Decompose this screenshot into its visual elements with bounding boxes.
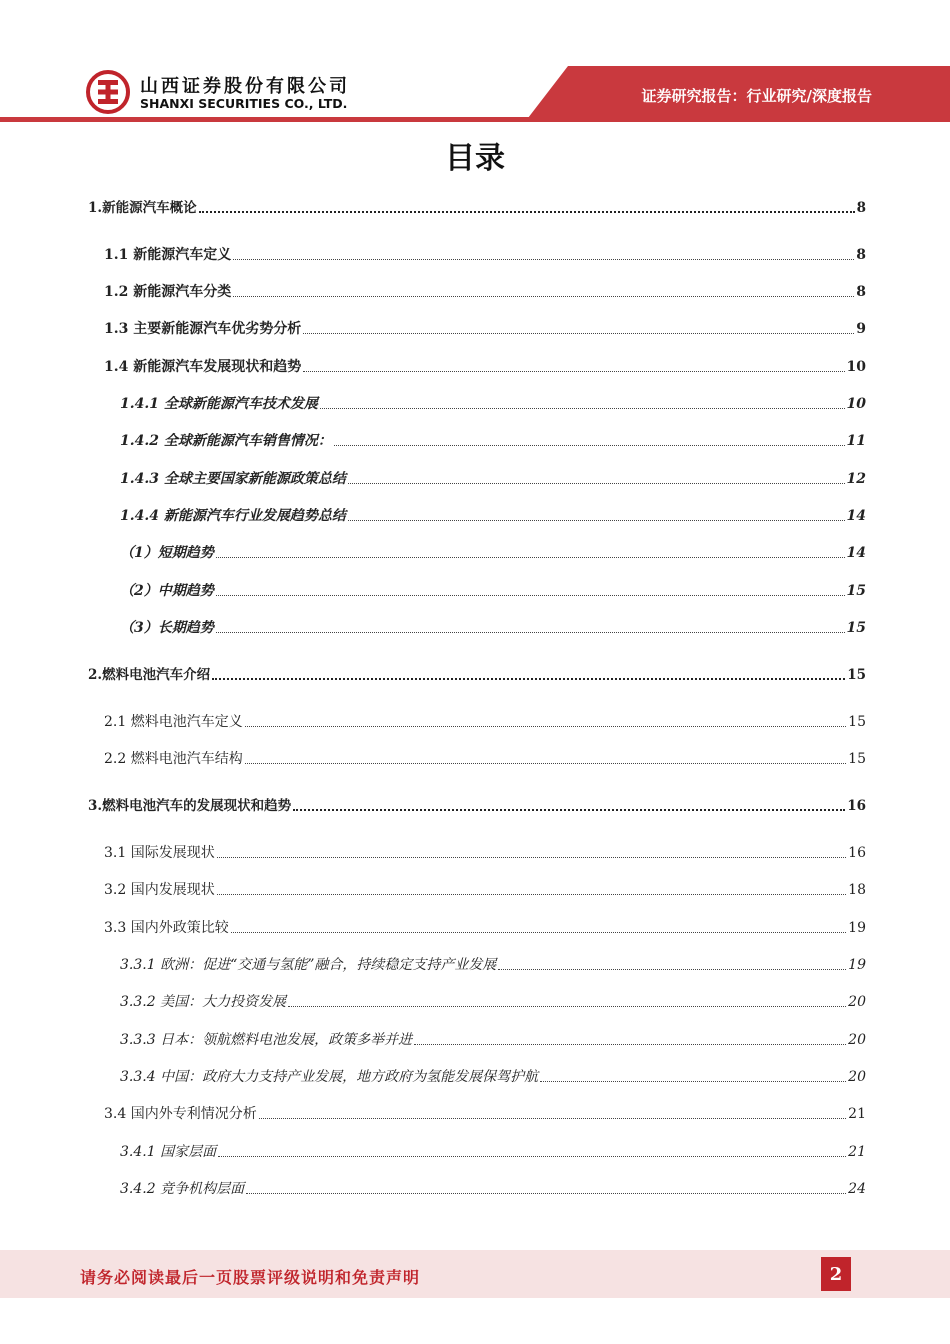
- toc-entry[interactable]: [104, 748, 866, 768]
- toc-label: 3.1 国际发展现状: [104, 845, 215, 861]
- toc-page: 16: [848, 845, 866, 861]
- toc-label: 1.2 新能源汽车分类: [104, 284, 232, 300]
- toc-entry[interactable]: [120, 1178, 866, 1198]
- toc-page: 8: [856, 284, 866, 300]
- toc-page: 16: [847, 798, 866, 814]
- toc-page: 15: [846, 583, 866, 599]
- toc-leader: [217, 894, 846, 895]
- toc-page: 18: [848, 882, 866, 898]
- toc-leader: [320, 408, 845, 409]
- company-logo-icon: [86, 70, 130, 114]
- toc-entry[interactable]: [120, 1141, 866, 1161]
- toc-page: 8: [856, 200, 866, 216]
- toc-leader: [348, 520, 845, 521]
- toc-page: 12: [846, 471, 866, 487]
- toc-label: 3.燃料电池汽车的发展现状和趋势: [88, 798, 292, 814]
- toc-leader: [334, 445, 845, 446]
- toc-label: 1.3 主要新能源汽车优劣势分析: [104, 321, 302, 337]
- toc-page: 19: [848, 920, 866, 936]
- toc-entry[interactable]: [104, 842, 866, 862]
- toc-entry[interactable]: [88, 664, 866, 684]
- toc-label: 1.4 新能源汽车发展现状和趋势: [104, 359, 302, 375]
- toc-label: （3）长期趋势: [120, 620, 214, 636]
- toc-entry[interactable]: [120, 542, 866, 562]
- toc-leader: [217, 857, 846, 858]
- toc-page: 15: [846, 620, 866, 636]
- toc-entry[interactable]: [120, 468, 866, 488]
- toc-leader: [303, 371, 844, 372]
- toc-label: 1.4.4 新能源汽车行业发展趋势总结: [120, 508, 346, 524]
- toc-page: 19: [848, 957, 866, 973]
- toc-leader: [414, 1044, 846, 1045]
- page-header: [0, 0, 950, 130]
- toc-page: 14: [846, 508, 866, 524]
- toc-page: 15: [847, 667, 866, 683]
- toc-leader: [348, 483, 845, 484]
- toc-page: 20: [848, 1069, 866, 1085]
- toc-entry[interactable]: [104, 281, 866, 301]
- toc-label: 1.4.2 全球新能源汽车销售情况：: [120, 433, 332, 449]
- toc-label: 3.3.2 美国：大力投资发展: [120, 994, 287, 1010]
- toc-leader: [231, 932, 846, 933]
- toc-leader: [303, 333, 854, 334]
- toc-entry[interactable]: [104, 1103, 866, 1123]
- toc-leader: [218, 1156, 846, 1157]
- toc-leader: [212, 678, 845, 680]
- toc-label: 1.新能源汽车概论: [88, 200, 197, 216]
- toc-entry[interactable]: [120, 580, 866, 600]
- toc-leader: [288, 1006, 846, 1007]
- toc-label: 3.3.3 日本：领航燃料电池发展，政策多举并进: [120, 1032, 413, 1048]
- toc-leader: [233, 259, 854, 260]
- company-name-cn: 山西证券股份有限公司: [140, 76, 350, 97]
- toc-entry[interactable]: [120, 954, 866, 974]
- toc-label: 3.4.1 国家层面: [120, 1144, 217, 1160]
- toc-entry[interactable]: [120, 991, 866, 1011]
- disclaimer-text: 请务必阅读最后一页股票评级说明和免责声明: [80, 1268, 421, 1287]
- toc-page: 21: [848, 1144, 866, 1160]
- toc-leader: [216, 632, 845, 633]
- toc-entry[interactable]: [120, 617, 866, 637]
- toc-label: 3.4 国内外专利情况分析: [104, 1106, 257, 1122]
- toc-page: 20: [848, 994, 866, 1010]
- toc-leader: [216, 557, 845, 558]
- toc-page: 24: [848, 1181, 866, 1197]
- toc-leader: [246, 1193, 846, 1194]
- toc-page: 14: [846, 545, 866, 561]
- toc-leader: [540, 1081, 846, 1082]
- toc-label: 3.3.4 中国：政府大力支持产业发展，地方政府为氢能发展保驾护航: [120, 1069, 539, 1085]
- toc-label: 2.2 燃料电池汽车结构: [104, 751, 243, 767]
- toc-page: 9: [856, 321, 866, 337]
- toc-label: 1.4.1 全球新能源汽车技术发展: [120, 396, 318, 412]
- toc-entry[interactable]: [104, 244, 866, 264]
- toc-entry[interactable]: [120, 1066, 866, 1086]
- toc-entry[interactable]: [88, 197, 866, 217]
- toc-page: 10: [846, 359, 866, 375]
- toc-page: 15: [848, 714, 866, 730]
- toc-leader: [245, 763, 846, 764]
- toc-leader: [293, 809, 845, 811]
- toc-leader: [199, 211, 855, 213]
- toc-label: 3.4.2 竞争机构层面: [120, 1181, 245, 1197]
- toc-entry[interactable]: [88, 795, 866, 815]
- toc-entry[interactable]: [120, 505, 866, 525]
- toc-page: 21: [848, 1106, 866, 1122]
- header-divider: [0, 117, 950, 122]
- toc-label: （1）短期趋势: [120, 545, 214, 561]
- toc-label: 3.2 国内发展现状: [104, 882, 215, 898]
- company-name-en: SHANXI SECURITIES CO., LTD.: [140, 96, 348, 111]
- toc-leader: [233, 296, 854, 297]
- report-type-label: 证券研究报告：行业研究/深度报告: [641, 87, 872, 105]
- toc-label: 2.燃料电池汽车介绍: [88, 667, 211, 683]
- toc-leader: [245, 726, 846, 727]
- toc-leader: [216, 595, 845, 596]
- toc-leader: [259, 1118, 846, 1119]
- toc-label: 2.1 燃料电池汽车定义: [104, 714, 243, 730]
- toc-entry[interactable]: [120, 1029, 866, 1049]
- page-title: 目录: [445, 141, 505, 176]
- toc-entry[interactable]: [104, 318, 866, 338]
- toc-entry[interactable]: [104, 879, 866, 899]
- toc-page: 20: [848, 1032, 866, 1048]
- toc-page: 11: [846, 433, 866, 449]
- toc-entry[interactable]: [120, 430, 866, 450]
- toc-entry[interactable]: [120, 393, 866, 413]
- page-number: 2: [821, 1257, 851, 1291]
- toc-entry[interactable]: [104, 356, 866, 376]
- toc-label: 3.3 国内外政策比较: [104, 920, 229, 936]
- toc-page: 15: [848, 751, 866, 767]
- toc-label: （2）中期趋势: [120, 583, 214, 599]
- toc-label: 3.3.1 欧洲：促进“交通与氢能”融合，持续稳定支持产业发展: [120, 957, 497, 973]
- toc-label: 1.1 新能源汽车定义: [104, 247, 232, 263]
- toc-leader: [498, 969, 846, 970]
- toc-entry[interactable]: [104, 711, 866, 731]
- toc-page: 10: [846, 396, 866, 412]
- toc-page: 8: [856, 247, 866, 263]
- toc-label: 1.4.3 全球主要国家新能源政策总结: [120, 471, 346, 487]
- toc-entry[interactable]: [104, 917, 866, 937]
